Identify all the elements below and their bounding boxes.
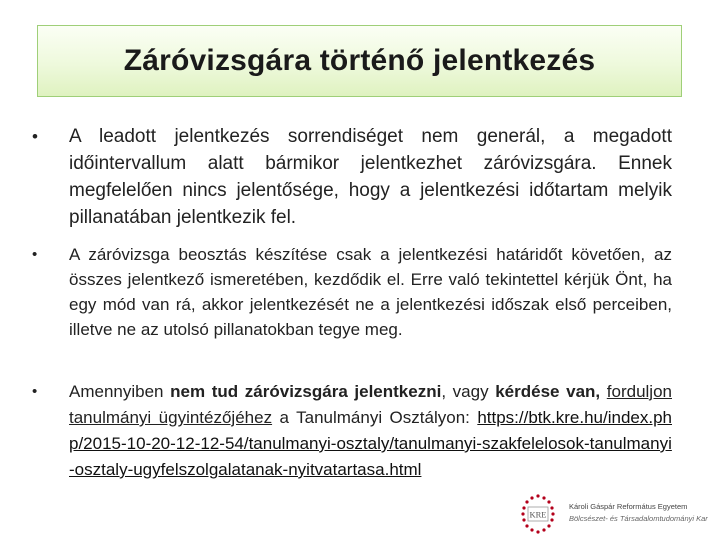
text-segment: a Tanulmányi Osztályon: [272,408,478,427]
bullet-dot-icon: • [32,383,38,400]
bullet-text [69,379,672,483]
logo-university-name: Károli Gáspár Református Egyetem [569,502,688,511]
bold-segment: nem tud záróvizsgára jelentkezni [170,382,442,401]
underlined-segment: forduljon tanulmányi ügyintézőjéhez [69,382,672,427]
title-banner [37,25,682,97]
university-logo [512,492,717,536]
text-segment: , vagy [441,382,496,401]
bullet-dot-icon: • [32,246,38,263]
bullet-text: A záróvizsga beosztás készítése csak a jelentkezési határidőt követően, az összes jelentkező ismeretében, kezdődik el. Erre való tekintettel kérjük Önt, ha egy mód van rá, akkor jelentkezését ne a jelentkezési időszak első perceiben, illetve ne az utolsó pillanatokban tegye meg. [69,245,672,339]
logo-faculty-name: Bölcsészet- és Társadalomtudományi Kar [569,514,708,523]
office-hours-link[interactable]: https://btk.kre.hu/index.php/2015-10-20-12-12-54/tanulmanyi-osztaly/tanulmanyi-szakfelelosok-tanulmanyi-osztaly-ugyfelszolgalatanak-nyitvatartasa.html [69,408,672,479]
bullet-dot-icon: • [32,127,38,146]
page-title: Záróvizsgára történő jelentkezés [123,44,596,77]
bullet-item-2 [32,242,672,342]
text-segment: Amennyiben [69,382,171,401]
bullet-item-3 [32,379,672,483]
svg-text:KRE: KRE [529,509,547,520]
kre-emblem-icon [512,492,564,536]
bullet-item-1 [32,123,672,231]
bullet-text: A leadott jelentkezés sorrendiséget nem generál, a megadott időintervallum alatt bármikor jelentkezhet záróvizsgára. Ennek megfelelően nincs jelentősége, hogy a jelentkezési időtartam melyik pillanatában jelentkezik fel. [69,126,672,228]
bold-segment: kérdése van, [495,382,601,401]
